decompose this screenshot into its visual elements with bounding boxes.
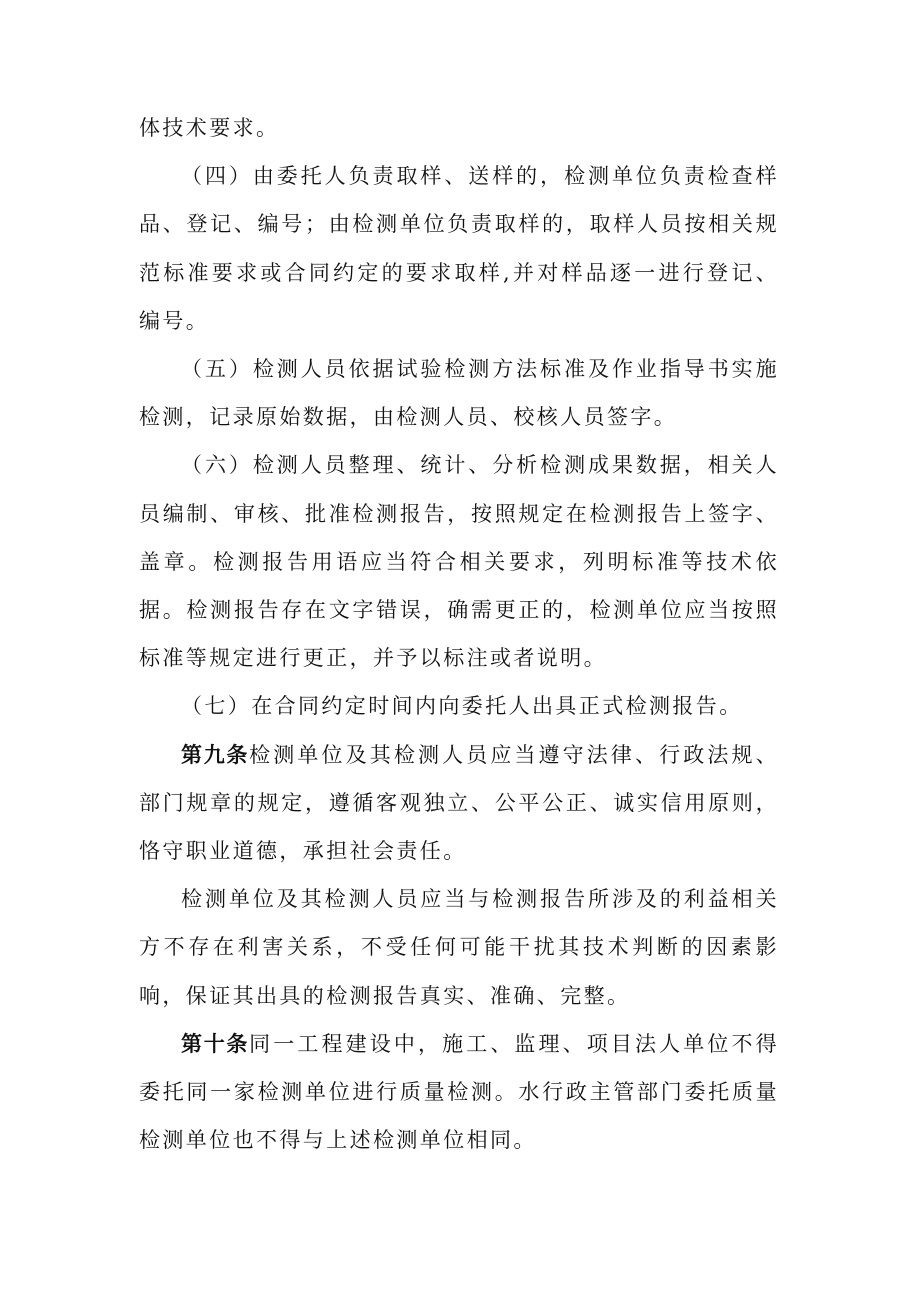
paragraph-continuation (139, 104, 779, 152)
paragraph-item-5 (139, 345, 779, 441)
article-heading: 第十条 (181, 1031, 250, 1056)
paragraph-article-9-b (139, 875, 779, 1020)
paragraph-text: （五）检测人员依据试验检测方法标准及作业指导书实施检测，记录原始数据，由检测人员、校核人员签字。 (139, 357, 779, 430)
paragraph-text: （六）检测人员整理、统计、分析检测成果数据，相关人员编制、审核、批准检测报告，按照规定在检测报告上签字、盖章。检测报告用语应当符合相关要求，列明标准等技术依据。检测报告存在文字错误，确需更正的，检测单位应当按照标准等规定进行更正，并予以标注或者说明。 (139, 453, 779, 671)
paragraph-text: 同一工程建设中，施工、监理、项目法人单位不得委托同一家检测单位进行质量检测。水行政主管部门委托质量检测单位也不得与上述检测单位相同。 (139, 1031, 779, 1153)
paragraph-item-4 (139, 152, 779, 345)
paragraph-article-10 (139, 1020, 779, 1165)
article-heading: 第九条 (181, 742, 250, 767)
paragraph-article-9 (139, 731, 779, 876)
paragraph-item-6 (139, 441, 779, 682)
paragraph-text: 检测单位及其检测人员应当遵守法律、行政法规、部门规章的规定，遵循客观独立、公平公正、诚实信用原则，恪守职业道德，承担社会责任。 (139, 742, 779, 864)
paragraph-item-7 (139, 682, 779, 730)
paragraph-text: 体技术要求。 (139, 116, 280, 140)
paragraph-text: （七）在合同约定时间内向委托人出具正式检测报告。 (181, 694, 743, 719)
paragraph-text: （四）由委托人负责取样、送样的，检测单位负责检查样品、登记、编号；由检测单位负责取样的，取样人员按相关规范标准要求或合同约定的要求取样,并对样品逐一进行登记、编号。 (139, 164, 779, 333)
paragraph-text: 检测单位及其检测人员应当与检测报告所涉及的利益相关方不存在利害关系，不受任何可能干扰其技术判断的因素影响，保证其出具的检测报告真实、准确、完整。 (139, 887, 779, 1008)
document-body (139, 104, 779, 1164)
